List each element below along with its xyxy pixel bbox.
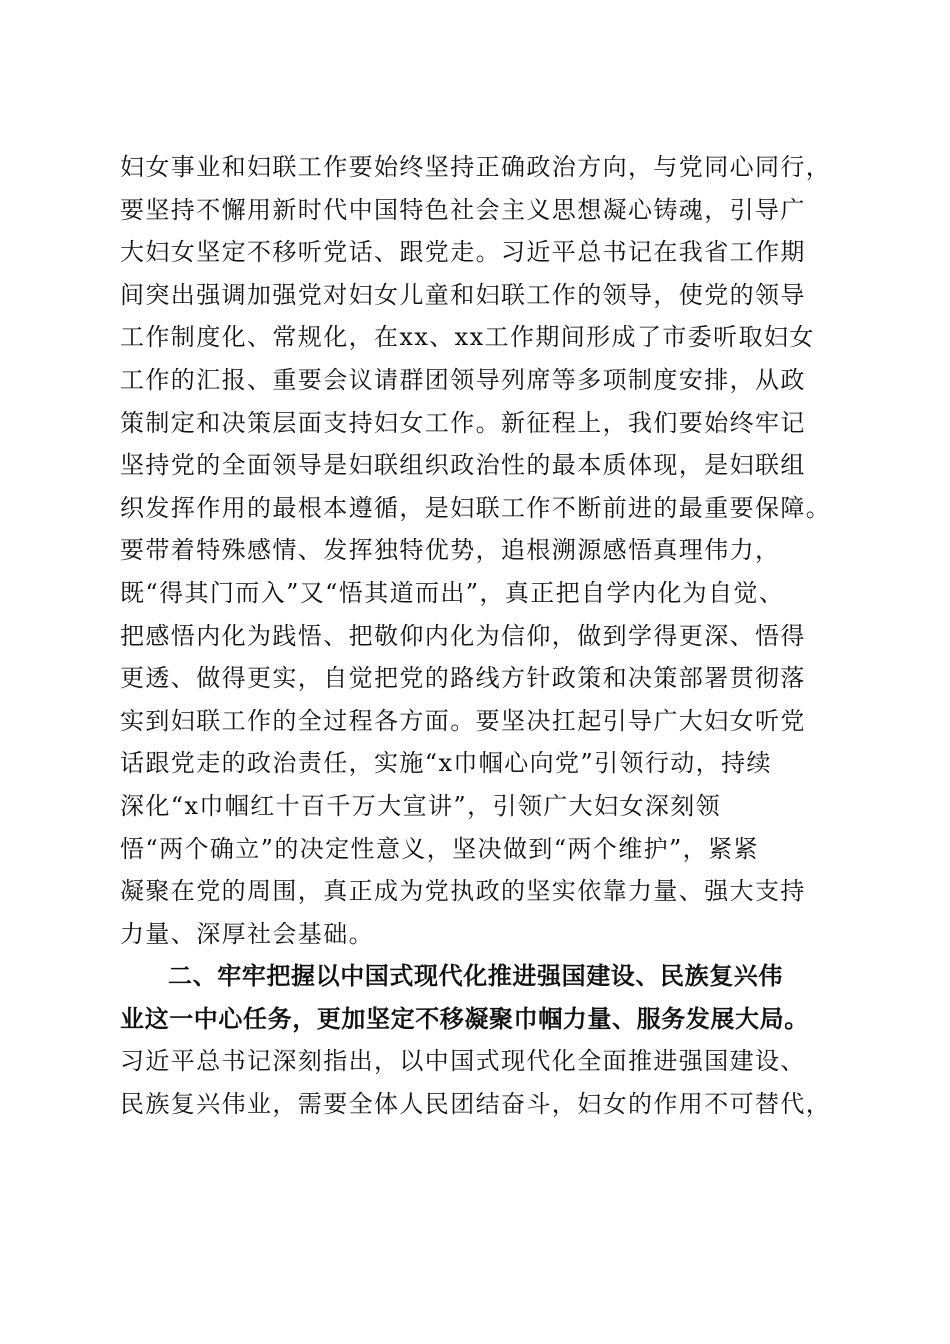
body-line: 要带着特殊感情、发挥独特优势，追根溯源感悟真理伟力，	[120, 536, 781, 565]
section-heading-line: 业这一中心任务，更加坚定不移凝聚巾帼力量、服务发展大局。	[120, 1004, 809, 1033]
body-line: 要坚持不懈用新时代中国特色社会主义思想凝心铸魂，引导广	[120, 195, 806, 224]
body-line: 把感悟内化为践悟、把敬仰内化为信仰，做到学得更深、悟得	[120, 621, 806, 650]
body-line: 工作的汇报、重要会议请群团领导列席等多项制度安排，从政	[120, 365, 806, 394]
body-line: 悟“两个确立”的决定性意义，坚决做到“两个维护”，紧紧	[120, 834, 759, 863]
body-line: 妇女事业和妇联工作要始终坚持正确政治方向，与党同心同行，	[120, 153, 832, 181]
body-line: 力量、深厚社会基础。	[120, 919, 374, 948]
body-line: 策制定和决策层面支持妇女工作。新征程上，我们要始终牢记	[120, 408, 806, 437]
body-line: 民族复兴伟业，需要全体人民团结奋斗，妇女的作用不可替代，	[120, 1090, 832, 1119]
body-line: 话跟党走的政治责任，实施“x巾帼心向党”引领行动，持续	[120, 749, 772, 778]
body-line: 凝聚在党的周围，真正成为党执政的坚实依靠力量、强大支持	[120, 877, 806, 906]
body-line: 既“得其门而入”又“悟其道而出”，真正把自学内化为自觉、	[120, 578, 785, 607]
body-line: 织发挥作用的最根本遵循，是妇联工作不断前进的最重要保障。	[120, 493, 832, 522]
body-line: 间突出强调加强党对妇女儿童和妇联工作的领导，使党的领导	[120, 280, 806, 309]
body-line: 坚持党的全面领导是妇联组织政治性的最本质体现，是妇联组	[120, 451, 806, 480]
body-line: 大妇女坚定不移听党话、跟党走。习近平总书记在我省工作期	[120, 238, 806, 267]
document-body	[120, 146, 840, 1126]
section-heading-line: 二、牢牢把握以中国式现代化推进强国建设、民族复兴伟	[168, 962, 783, 991]
body-line: 工作制度化、常规化，在xx、xx工作期间形成了市委听取妇女	[120, 323, 815, 352]
body-line: 实到妇联工作的全过程各方面。要坚决扛起引导广大妇女听党	[120, 706, 806, 735]
body-line: 习近平总书记深刻指出，以中国式现代化全面推进强国建设、	[120, 1047, 806, 1076]
body-line: 深化“x巾帼红十百千万大宣讲”，引领广大妇女深刻领	[120, 791, 722, 820]
body-line: 更透、做得更实，自觉把党的路线方针政策和决策部署贯彻落	[120, 664, 806, 693]
